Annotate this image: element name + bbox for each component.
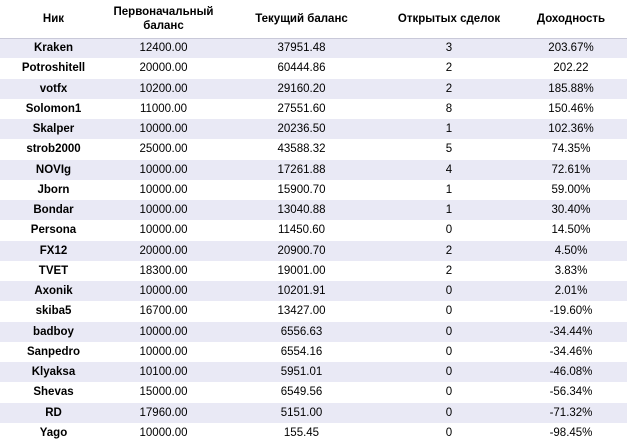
cell-nick: skiba5 xyxy=(35,305,72,318)
header-yield: Доходность xyxy=(515,0,627,38)
cell-current-balance: 10201.91 xyxy=(220,281,383,301)
cell-yield: 14.50% xyxy=(551,224,591,237)
cell-yield: 72.61% xyxy=(515,160,627,180)
cell-initial-balance: 10100.00 xyxy=(107,362,220,382)
cell-current-balance: 6549.56 xyxy=(280,386,323,399)
cell-nick: TVET xyxy=(38,264,69,277)
cell-current-balance: 37951.48 xyxy=(220,38,383,58)
cell-nick: Bondar xyxy=(0,200,107,220)
cell-yield: 30.40% xyxy=(515,200,627,220)
table-row xyxy=(0,241,627,261)
cell-open-trades: 1 xyxy=(383,119,515,139)
cell-initial-balance: 10000.00 xyxy=(107,281,220,301)
cell-nick: Persona xyxy=(30,224,77,237)
cell-initial-balance: 25000.00 xyxy=(139,143,188,156)
cell-yield: -56.34% xyxy=(549,386,593,399)
cell-nick: NOVIg xyxy=(0,160,107,180)
cell-open-trades: 4 xyxy=(383,160,515,180)
cell-initial-balance: 11000.00 xyxy=(139,102,188,115)
cell-initial-balance: 10000.00 xyxy=(107,160,220,180)
cell-open-trades: 5 xyxy=(445,143,453,156)
table-row xyxy=(0,160,627,180)
cell-initial-balance: 10000.00 xyxy=(139,345,188,358)
table-row xyxy=(0,362,627,382)
cell-nick: votfx xyxy=(0,79,107,99)
cell-yield: -98.45% xyxy=(549,426,593,439)
cell-initial-balance: 20000.00 xyxy=(107,241,220,261)
header-current-balance: Текущий баланс xyxy=(220,0,383,38)
cell-current-balance: 5151.00 xyxy=(220,403,383,423)
table-row xyxy=(0,301,627,321)
cell-initial-balance: 10000.00 xyxy=(107,200,220,220)
cell-nick: FX12 xyxy=(0,241,107,261)
cell-open-trades: 0 xyxy=(445,386,453,399)
cell-open-trades: 0 xyxy=(445,305,453,318)
header-initial-balance: Первоначальный баланс xyxy=(107,0,220,38)
cell-current-balance: 13427.00 xyxy=(277,305,326,318)
cell-current-balance: 6554.16 xyxy=(280,345,323,358)
table-row xyxy=(0,200,627,220)
header-nick: Ник xyxy=(0,0,107,38)
cell-yield: 59.00% xyxy=(551,183,591,196)
table-row xyxy=(0,423,627,443)
cell-initial-balance: 10000.00 xyxy=(107,322,220,342)
cell-nick: strob2000 xyxy=(26,143,81,156)
cell-initial-balance: 10000.00 xyxy=(139,224,188,237)
cell-current-balance: 20900.70 xyxy=(220,241,383,261)
cell-initial-balance: 12400.00 xyxy=(107,38,220,58)
cell-open-trades: 0 xyxy=(445,426,453,439)
header-row xyxy=(0,0,627,38)
cell-nick: RD xyxy=(0,403,107,423)
table-row xyxy=(0,38,627,58)
header-open-trades: Открытых сделок xyxy=(383,0,515,38)
table-row xyxy=(0,342,627,362)
cell-initial-balance: 10000.00 xyxy=(139,183,188,196)
cell-initial-balance: 16700.00 xyxy=(139,305,188,318)
cell-yield: 150.46% xyxy=(548,102,594,115)
table-row xyxy=(0,322,627,342)
cell-open-trades: 2 xyxy=(445,62,453,75)
table-header xyxy=(0,0,627,38)
cell-open-trades: 2 xyxy=(383,241,515,261)
cell-nick: Skalper xyxy=(0,119,107,139)
cell-initial-balance: 10000.00 xyxy=(107,119,220,139)
table-row xyxy=(0,220,627,240)
cell-open-trades: 1 xyxy=(445,183,453,196)
table-row xyxy=(0,119,627,139)
cell-yield: 102.36% xyxy=(515,119,627,139)
table-row xyxy=(0,58,627,78)
cell-open-trades: 0 xyxy=(383,403,515,423)
cell-current-balance: 43588.32 xyxy=(277,143,326,156)
cell-open-trades: 1 xyxy=(383,200,515,220)
cell-yield: 2.01% xyxy=(515,281,627,301)
table-row xyxy=(0,180,627,200)
cell-open-trades: 2 xyxy=(383,79,515,99)
cell-open-trades: 0 xyxy=(445,345,453,358)
cell-open-trades: 0 xyxy=(383,281,515,301)
cell-current-balance: 13040.88 xyxy=(220,200,383,220)
table-row xyxy=(0,139,627,159)
cell-nick: Kraken xyxy=(0,38,107,58)
cell-open-trades: 0 xyxy=(383,362,515,382)
cell-yield: -19.60% xyxy=(549,305,593,318)
cell-open-trades: 8 xyxy=(445,102,453,115)
cell-nick: Axonik xyxy=(0,281,107,301)
cell-current-balance: 15900.70 xyxy=(277,183,326,196)
table-row xyxy=(0,99,627,119)
cell-initial-balance: 20000.00 xyxy=(139,62,188,75)
cell-current-balance: 155.45 xyxy=(283,426,320,439)
cell-initial-balance: 17960.00 xyxy=(107,403,220,423)
cell-yield: 185.88% xyxy=(515,79,627,99)
table-row xyxy=(0,79,627,99)
cell-nick: Shevas xyxy=(33,386,74,399)
cell-yield: 202.22 xyxy=(553,62,589,75)
cell-current-balance: 5951.01 xyxy=(220,362,383,382)
cell-initial-balance: 18300.00 xyxy=(139,264,188,277)
cell-nick: Jborn xyxy=(37,183,70,196)
cell-yield: -34.44% xyxy=(515,322,627,342)
cell-yield: 203.67% xyxy=(515,38,627,58)
cell-nick: Klyaksa xyxy=(0,362,107,382)
cell-nick: badboy xyxy=(0,322,107,342)
cell-current-balance: 6556.63 xyxy=(220,322,383,342)
cell-yield: -46.08% xyxy=(515,362,627,382)
cell-initial-balance: 10000.00 xyxy=(139,426,188,439)
cell-open-trades: 3 xyxy=(383,38,515,58)
cell-initial-balance: 10200.00 xyxy=(107,79,220,99)
table-row xyxy=(0,281,627,301)
cell-nick: Solomon1 xyxy=(25,102,82,115)
cell-initial-balance: 15000.00 xyxy=(139,386,188,399)
cell-current-balance: 20236.50 xyxy=(220,119,383,139)
cell-current-balance: 60444.86 xyxy=(277,62,326,75)
cell-open-trades: 0 xyxy=(445,224,453,237)
cell-current-balance: 17261.88 xyxy=(220,160,383,180)
cell-current-balance: 19001.00 xyxy=(277,264,326,277)
cell-yield: -34.46% xyxy=(549,345,593,358)
cell-yield: 4.50% xyxy=(515,241,627,261)
cell-current-balance: 27551.60 xyxy=(277,102,326,115)
cell-current-balance: 29160.20 xyxy=(220,79,383,99)
cell-yield: -71.32% xyxy=(515,403,627,423)
table-body xyxy=(0,38,627,443)
cell-open-trades: 2 xyxy=(445,264,453,277)
cell-nick: Potroshitell xyxy=(21,62,86,75)
table-row xyxy=(0,261,627,281)
table-row xyxy=(0,382,627,402)
table-row xyxy=(0,403,627,423)
cell-nick: Sanpedro xyxy=(26,345,81,358)
cell-current-balance: 11450.60 xyxy=(277,224,326,237)
cell-yield: 3.83% xyxy=(554,264,588,277)
cell-open-trades: 0 xyxy=(383,322,515,342)
cell-yield: 74.35% xyxy=(551,143,591,156)
cell-nick: Yago xyxy=(39,426,68,439)
